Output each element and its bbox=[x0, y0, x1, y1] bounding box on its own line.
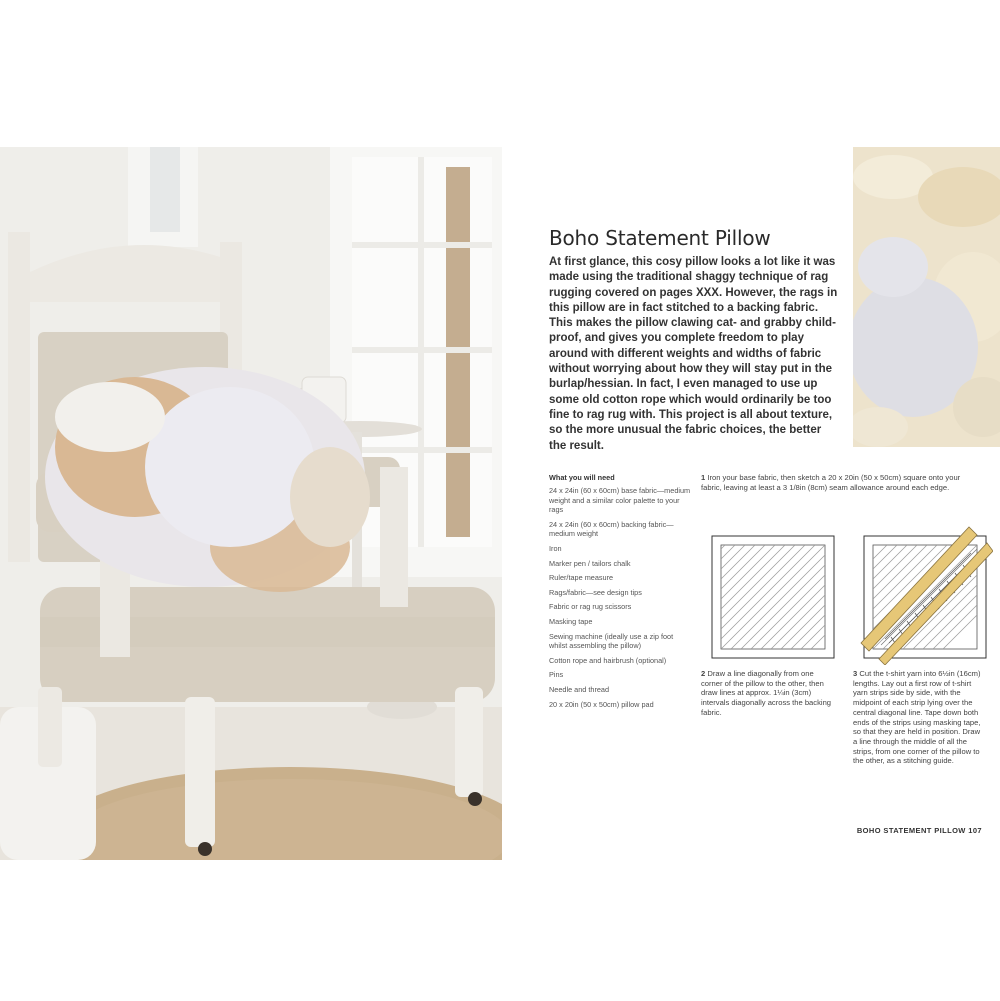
instructions-page bbox=[502, 147, 1000, 860]
page-number: 107 bbox=[968, 826, 982, 835]
materials-item: 24 x 24in (60 x 60cm) base fabric—medium weight and a similar color palette to your rags bbox=[549, 486, 691, 515]
step-number: 3 bbox=[853, 669, 858, 678]
chair-photo bbox=[0, 147, 502, 860]
book-spread bbox=[0, 147, 1000, 860]
materials-item: Pins bbox=[549, 670, 564, 680]
step-2 bbox=[701, 669, 835, 718]
step-text: Draw a line diagonally from one corner of the pillow to the other, then draw lines at approx. 1¼in (3cm) intervals diagonally across the backing fabric. bbox=[701, 669, 832, 717]
step-number: 1 bbox=[701, 473, 706, 482]
materials-item: Cotton rope and hairbrush (optional) bbox=[549, 655, 667, 665]
materials-item: Marker pen / tailors chalk bbox=[549, 558, 631, 568]
materials-item: Masking tape bbox=[549, 616, 593, 626]
diagram-taped-strips bbox=[859, 525, 993, 670]
texture-closeup bbox=[853, 147, 1000, 447]
materials-list bbox=[549, 473, 691, 714]
step-1 bbox=[701, 473, 969, 492]
step-text: Cut the t-shirt yarn into 6½in (16cm) lengths. Lay out a first row of t-shirt yarn strips side by side, with the midpoint of each strip lying over the central diagonal line. Tape down both ends of the strips using masking tape, so that they are held in position. Draw a line through the middle of all the strips, from one corner of the pillow to the other, as a stitching guide. bbox=[853, 669, 981, 766]
page-title: Boho Statement Pillow bbox=[549, 226, 771, 250]
materials-item: Ruler/tape measure bbox=[549, 573, 614, 583]
step-3 bbox=[853, 669, 981, 766]
materials-item: Sewing machine (ideally use a zip foot whilst assembling the pillow) bbox=[549, 631, 674, 651]
intro-paragraph: At first glance, this cosy pillow looks a lot like it was made using the traditional shaggy technique of rag rugging covered on pages XXX. However, the rags in this pillow are in fact stitched to a backing fabric. This makes the pillow clawing cat- and grabby child-proof, and gives you complete freedom to play around with different weights and widths of fabric without worrying about how they will stay put in the burlap/hessian. In fact, I even managed to use up some old cotton rope which would ordinarily be too fine to rag rug with. This project is all about texture, so the more unusual the fabric choices, the better the result. bbox=[549, 256, 838, 452]
materials-item: Iron bbox=[549, 543, 562, 553]
fabric-texture-photo bbox=[853, 147, 1000, 447]
materials-item: 24 x 24in (60 x 60cm) backing fabric—medium weight bbox=[549, 519, 674, 539]
chair-illustration bbox=[0, 147, 502, 860]
step-text: Iron your base fabric, then sketch a 20 x 20in (50 x 50cm) square onto your fabric, leaving at least a 3 1/8in (8cm) seam allowance around each edge. bbox=[701, 473, 961, 492]
materials-heading: What you will need bbox=[549, 473, 615, 482]
step-number: 2 bbox=[701, 669, 706, 678]
materials-item: Fabric or rag rug scissors bbox=[549, 602, 632, 612]
materials-item: Rags/fabric—see design tips bbox=[549, 587, 642, 597]
materials-item: Needle and thread bbox=[549, 684, 610, 694]
materials-item: 20 x 20in (50 x 50cm) pillow pad bbox=[549, 699, 654, 709]
running-head: BOHO STATEMENT PILLOW bbox=[856, 826, 966, 835]
diagram-diagonal-lines bbox=[711, 535, 835, 664]
page-footer bbox=[857, 826, 982, 835]
